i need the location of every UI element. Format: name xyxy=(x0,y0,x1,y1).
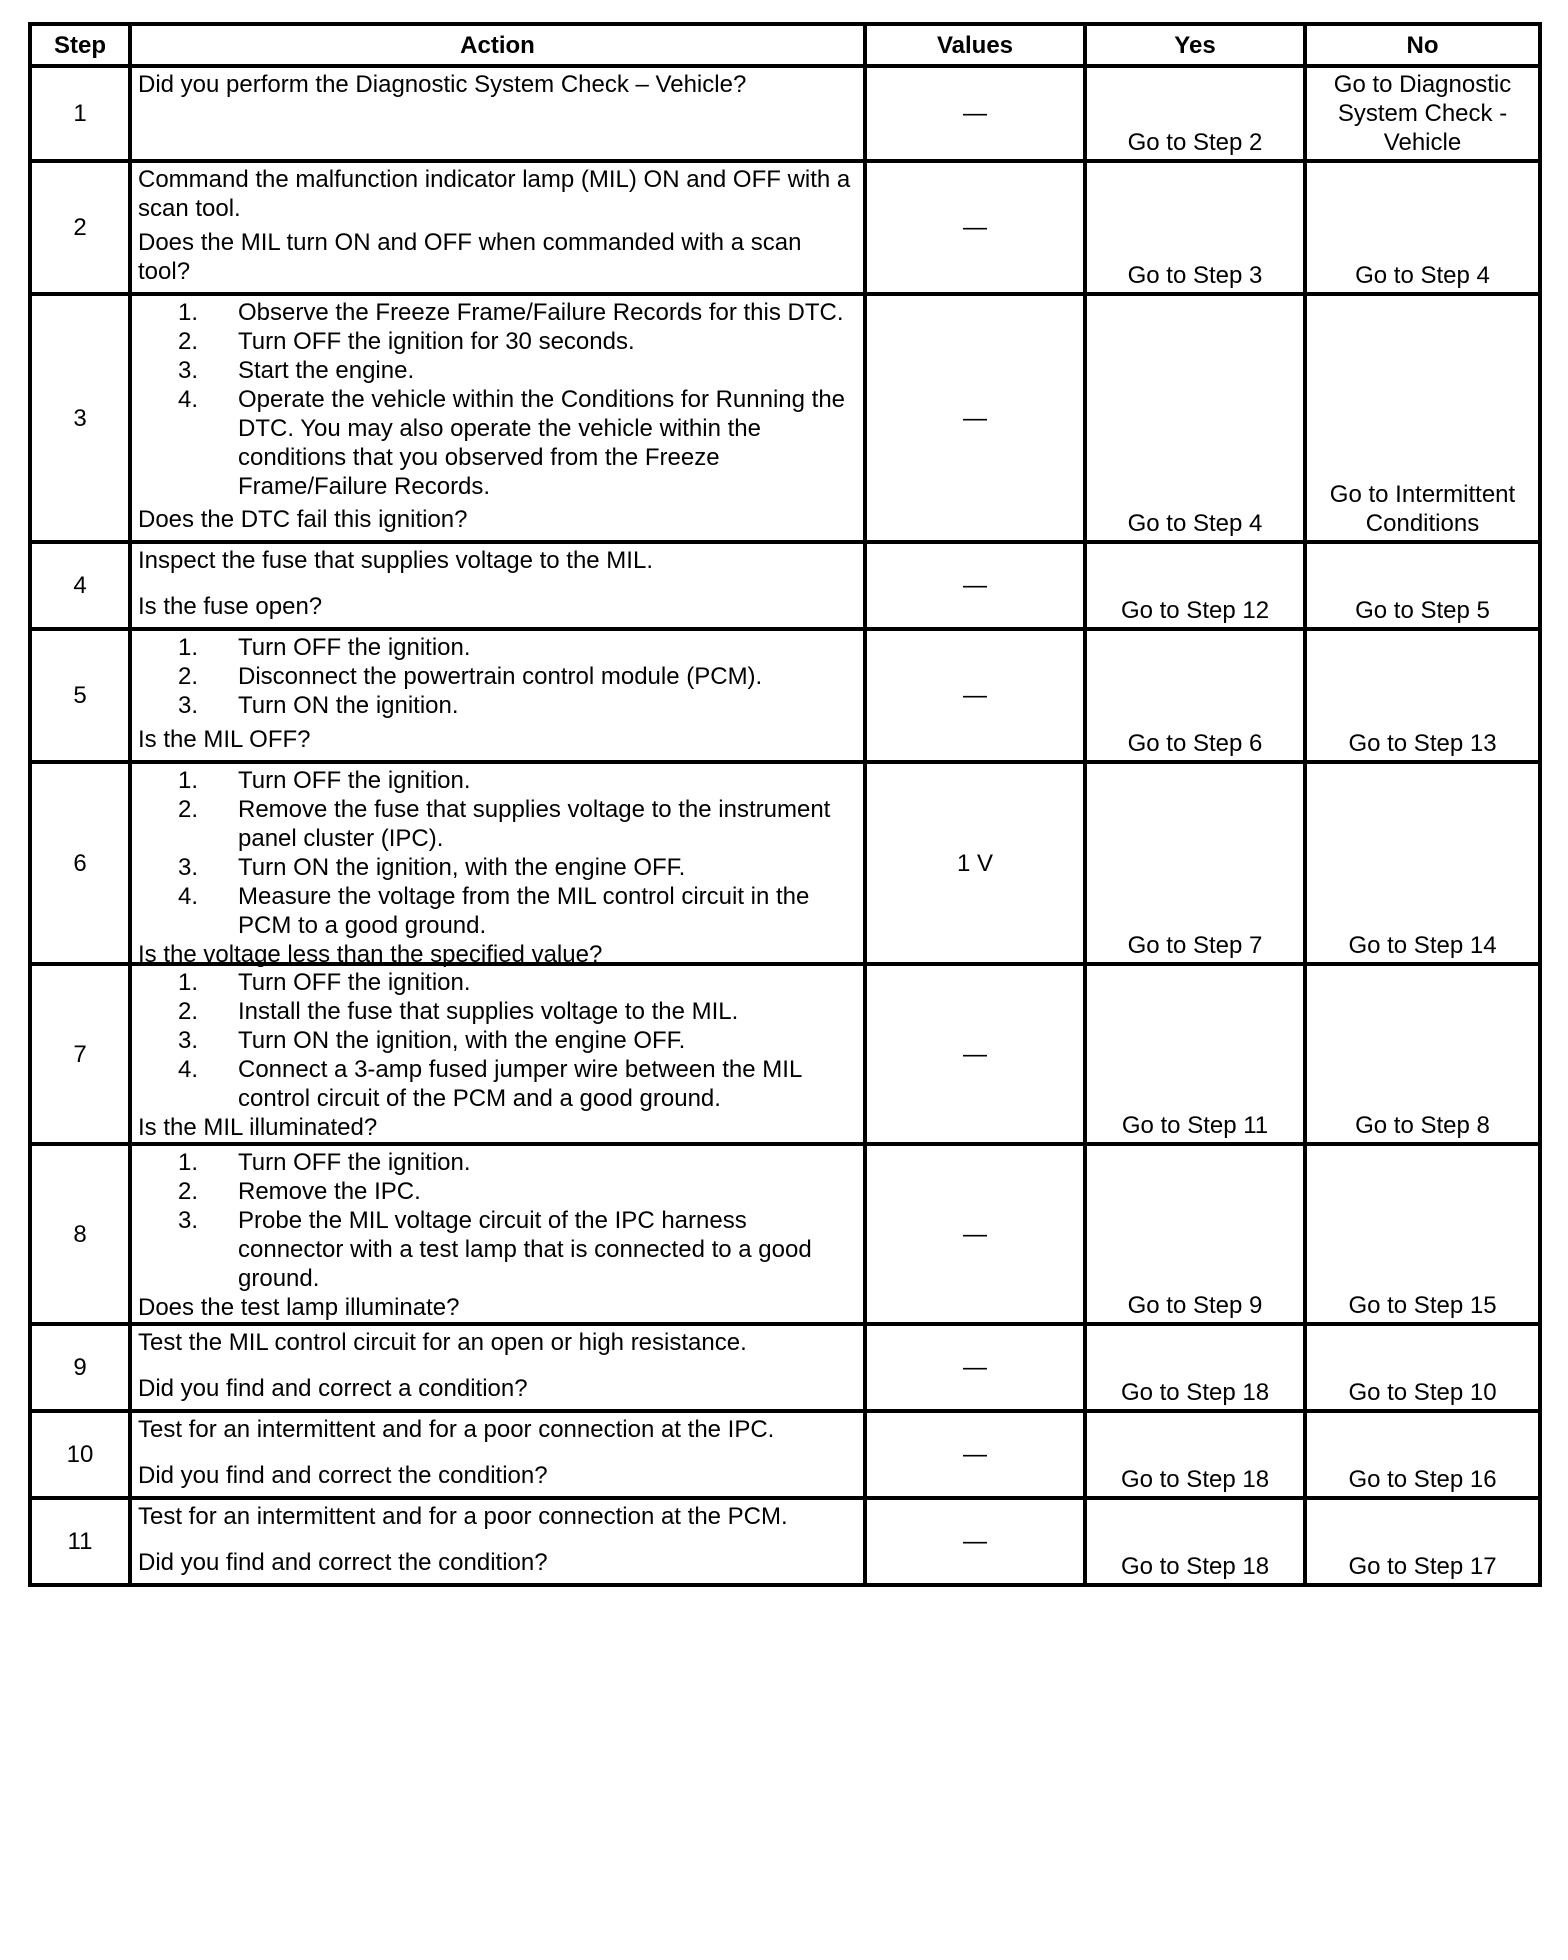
substep-text: Operate the vehicle within the Conditions for Running the DTC. You may also operate the vehicle within the conditions that you observed from the Freeze Frame/Failure Records. xyxy=(238,386,846,500)
step-number: 7 xyxy=(30,964,130,1144)
action-cell xyxy=(130,542,865,629)
substep-text: Remove the fuse that supplies voltage to the instrument panel cluster (IPC). xyxy=(238,796,831,852)
yes-cell: Go to Step 4 xyxy=(1085,294,1305,542)
action-content xyxy=(138,298,855,534)
header-yes: Yes xyxy=(1085,24,1305,66)
substep-text: Observe the Freeze Frame/Failure Records for this DTC. xyxy=(238,299,844,326)
header-row xyxy=(30,24,1540,66)
value-cell: — xyxy=(865,542,1085,629)
action-content xyxy=(138,70,855,136)
action-content xyxy=(138,633,855,754)
substep-text: Turn OFF the ignition for 30 seconds. xyxy=(238,328,635,355)
substep-number: 4. xyxy=(177,883,198,910)
substep-number: 1. xyxy=(177,634,198,661)
yes-cell: Go to Step 7 xyxy=(1085,762,1305,964)
substep-item xyxy=(138,691,855,720)
table-body xyxy=(30,66,1540,1585)
table-row xyxy=(30,964,1540,1144)
action-content xyxy=(138,1502,855,1577)
action-intro: Test the MIL control circuit for an open or high resistance. xyxy=(138,1329,747,1356)
substep-number: 3. xyxy=(177,357,198,384)
substep-item xyxy=(138,1055,855,1113)
table-row xyxy=(30,66,1540,161)
action-top xyxy=(138,1148,855,1293)
action-cell xyxy=(130,762,865,968)
substep-text: Turn OFF the ignition. xyxy=(238,767,471,794)
yes-cell: Go to Step 6 xyxy=(1085,629,1305,762)
action-intro: Did you perform the Diagnostic System Check – Vehicle? xyxy=(138,71,747,98)
table-row xyxy=(30,542,1540,629)
substep-text: Remove the IPC. xyxy=(238,1178,421,1205)
value-cell: — xyxy=(865,294,1085,542)
substep-text: Turn ON the ignition, with the engine OFF. xyxy=(238,1027,686,1054)
step-number: 4 xyxy=(30,542,130,629)
value-cell: — xyxy=(865,629,1085,762)
substep-text: Turn ON the ignition, with the engine OFF. xyxy=(238,854,686,881)
substep-number: 2. xyxy=(177,328,198,355)
substep-item xyxy=(138,882,855,940)
yes-cell: Go to Step 2 xyxy=(1085,66,1305,161)
substep-item xyxy=(138,1206,855,1293)
substep-item xyxy=(138,997,855,1026)
substep-item xyxy=(138,356,855,385)
substep-item xyxy=(138,766,855,795)
action-content xyxy=(138,165,855,286)
substep-text: Connect a 3-amp fused jumper wire between the MIL control circuit of the PCM and a good ground. xyxy=(238,1056,802,1112)
no-cell: Go to Step 14 xyxy=(1305,762,1540,964)
action-cell xyxy=(130,161,865,294)
substep-item xyxy=(138,662,855,691)
substep-number: 2. xyxy=(177,1178,198,1205)
action-question: Does the MIL turn ON and OFF when commanded with a scan tool? xyxy=(138,229,802,285)
action-cell xyxy=(130,629,865,762)
action-top xyxy=(138,968,855,1113)
yes-cell: Go to Step 12 xyxy=(1085,542,1305,629)
step-number: 8 xyxy=(30,1144,130,1324)
value-cell: — xyxy=(865,66,1085,161)
action-question: Is the voltage less than the specified value? xyxy=(138,941,603,968)
table-row xyxy=(30,1144,1540,1324)
action-top xyxy=(138,1328,855,1357)
substep-number: 3. xyxy=(177,692,198,719)
value-cell: — xyxy=(865,1411,1085,1498)
action-content xyxy=(138,1328,855,1403)
substep-text: Start the engine. xyxy=(238,357,415,384)
step-number: 5 xyxy=(30,629,130,762)
step-number: 2 xyxy=(30,161,130,294)
substep-list xyxy=(138,1148,855,1293)
action-question: Does the DTC fail this ignition? xyxy=(138,506,468,533)
substep-text: Turn ON the ignition. xyxy=(238,692,459,719)
action-content xyxy=(138,1148,855,1321)
substep-number: 4. xyxy=(177,386,198,413)
value-cell: — xyxy=(865,1324,1085,1411)
yes-cell: Go to Step 18 xyxy=(1085,1324,1305,1411)
action-question: Did you find and correct the condition? xyxy=(138,1549,548,1576)
action-content xyxy=(138,1415,855,1490)
action-question: Did you find and correct the condition? xyxy=(138,1462,548,1489)
substep-text: Turn OFF the ignition. xyxy=(238,1149,471,1176)
step-number: 3 xyxy=(30,294,130,542)
no-cell: Go to Step 10 xyxy=(1305,1324,1540,1411)
value-cell: — xyxy=(865,964,1085,1144)
no-cell: Go to Step 17 xyxy=(1305,1498,1540,1585)
substep-item xyxy=(138,968,855,997)
substep-number: 1. xyxy=(177,299,198,326)
substep-text: Install the fuse that supplies voltage to the MIL. xyxy=(238,998,739,1025)
no-cell: Go to Step 5 xyxy=(1305,542,1540,629)
yes-cell: Go to Step 18 xyxy=(1085,1411,1305,1498)
substep-text: Turn OFF the ignition. xyxy=(238,969,471,996)
substep-text: Turn OFF the ignition. xyxy=(238,634,471,661)
action-top xyxy=(138,766,855,940)
yes-cell: Go to Step 9 xyxy=(1085,1144,1305,1324)
substep-number: 3. xyxy=(177,1207,198,1234)
substep-number: 3. xyxy=(177,1027,198,1054)
no-cell: Go to Step 4 xyxy=(1305,161,1540,294)
substep-item xyxy=(138,853,855,882)
step-number: 9 xyxy=(30,1324,130,1411)
yes-cell: Go to Step 18 xyxy=(1085,1498,1305,1585)
action-top xyxy=(138,165,855,223)
action-question: Did you find and correct a condition? xyxy=(138,1375,528,1402)
action-cell xyxy=(130,1324,865,1411)
substep-number: 1. xyxy=(177,1149,198,1176)
substep-item xyxy=(138,1148,855,1177)
action-cell xyxy=(130,964,865,1144)
table-row xyxy=(30,161,1540,294)
action-intro: Inspect the fuse that supplies voltage to the MIL. xyxy=(138,547,653,574)
action-intro: Test for an intermittent and for a poor connection at the PCM. xyxy=(138,1503,788,1530)
action-top xyxy=(138,546,855,575)
table-row xyxy=(30,762,1540,964)
substep-text: Disconnect the powertrain control module (PCM). xyxy=(238,663,763,690)
substep-number: 4. xyxy=(177,1056,198,1083)
action-content xyxy=(138,968,855,1141)
no-cell: Go to Step 8 xyxy=(1305,964,1540,1144)
value-cell: — xyxy=(865,161,1085,294)
action-cell xyxy=(130,1411,865,1498)
action-content xyxy=(138,766,855,968)
action-question: Is the MIL illuminated? xyxy=(138,1114,378,1141)
substep-number: 1. xyxy=(177,969,198,996)
table-row xyxy=(30,1324,1540,1411)
header-no: No xyxy=(1305,24,1540,66)
action-top xyxy=(138,1502,855,1531)
step-number: 1 xyxy=(30,66,130,161)
value-cell: — xyxy=(865,1498,1085,1585)
action-intro: Test for an intermittent and for a poor connection at the IPC. xyxy=(138,1416,775,1443)
step-number: 6 xyxy=(30,762,130,964)
header-action: Action xyxy=(130,24,865,66)
action-question: Is the MIL OFF? xyxy=(138,726,311,753)
substep-item xyxy=(138,633,855,662)
action-top xyxy=(138,70,855,99)
substep-item xyxy=(138,385,855,501)
substep-number: 1. xyxy=(177,767,198,794)
substep-item xyxy=(138,327,855,356)
substep-item xyxy=(138,1177,855,1206)
action-content xyxy=(138,546,855,621)
no-cell: Go to Step 13 xyxy=(1305,629,1540,762)
substep-number: 2. xyxy=(177,998,198,1025)
step-number: 11 xyxy=(30,1498,130,1585)
action-intro: Command the malfunction indicator lamp (MIL) ON and OFF with a scan tool. xyxy=(138,166,851,222)
action-top xyxy=(138,298,855,501)
substep-item xyxy=(138,1026,855,1055)
substep-item xyxy=(138,795,855,853)
header-values: Values xyxy=(865,24,1085,66)
diagnostic-table xyxy=(28,22,1542,1587)
action-question: Is the fuse open? xyxy=(138,593,323,620)
substep-number: 3. xyxy=(177,854,198,881)
action-cell xyxy=(130,294,865,542)
substep-list xyxy=(138,633,855,720)
step-number: 10 xyxy=(30,1411,130,1498)
action-cell xyxy=(130,66,865,161)
substep-text: Probe the MIL voltage circuit of the IPC harness connector with a test lamp that is connected to a good ground. xyxy=(238,1207,812,1292)
substep-number: 2. xyxy=(177,663,198,690)
action-question: Does the test lamp illuminate? xyxy=(138,1294,460,1321)
no-cell: Go to Step 15 xyxy=(1305,1144,1540,1324)
no-cell: Go to Diagnostic System Check - Vehicle xyxy=(1305,66,1540,161)
value-cell: 1 V xyxy=(865,762,1085,964)
value-cell: — xyxy=(865,1144,1085,1324)
yes-cell: Go to Step 3 xyxy=(1085,161,1305,294)
action-cell xyxy=(130,1144,865,1324)
substep-list xyxy=(138,968,855,1113)
table-row xyxy=(30,1411,1540,1498)
table-row xyxy=(30,294,1540,542)
table-row xyxy=(30,629,1540,762)
substep-number: 2. xyxy=(177,796,198,823)
substep-item xyxy=(138,298,855,327)
substep-list xyxy=(138,298,855,501)
substep-list xyxy=(138,766,855,940)
table-row xyxy=(30,1498,1540,1585)
substep-text: Measure the voltage from the MIL control circuit in the PCM to a good ground. xyxy=(238,883,810,939)
yes-cell: Go to Step 11 xyxy=(1085,964,1305,1144)
action-cell xyxy=(130,1498,865,1585)
header-step: Step xyxy=(30,24,130,66)
no-cell: Go to Step 16 xyxy=(1305,1411,1540,1498)
action-top xyxy=(138,1415,855,1444)
no-cell: Go to Intermittent Conditions xyxy=(1305,294,1540,542)
action-top xyxy=(138,633,855,720)
